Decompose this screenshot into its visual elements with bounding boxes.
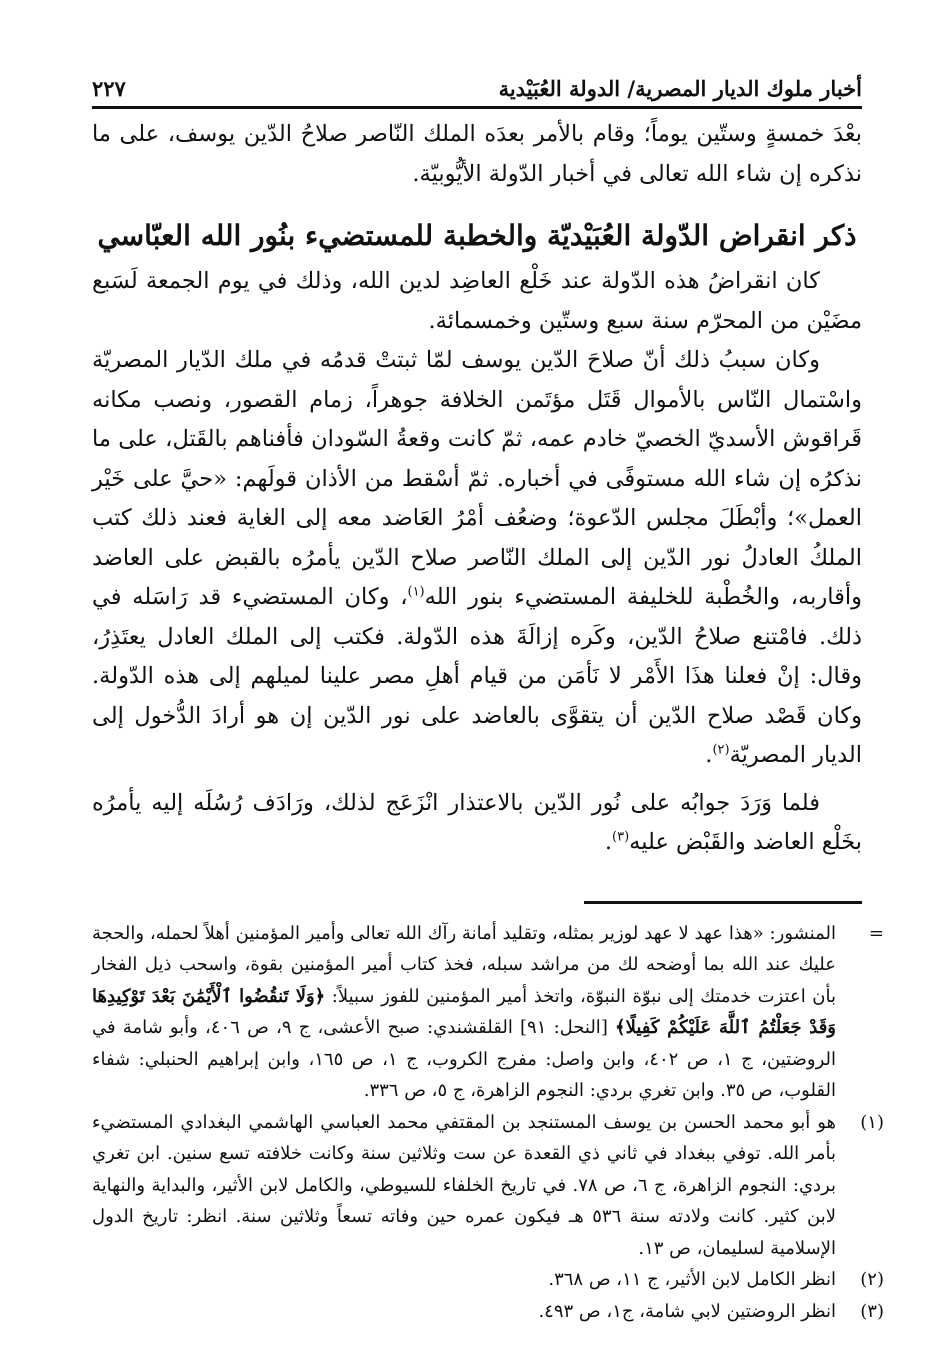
paragraph-text: فلما وَرَدَ جوابُه على نُور الدّين بالاعتذار انْزَعَج لذلك، ورَادَف رُسُلَه إليه يأمرُه بخَلْع العاضد والقَبْض عليه <box>92 789 862 855</box>
continuation-marker: = <box>868 922 884 944</box>
body-paragraph: كان انقراضُ هذه الدّولة عند خَلْع العاضِد لدين الله، وذلك في يوم الجمعة لَسَبع مضَيْن من المحرّم سنة سبع وستّين وخمسمائة. <box>92 268 862 334</box>
footnote-text: انظر الروضتين لابي شامة، ج١، ص ٤٩٣. <box>538 1300 836 1322</box>
paragraph-text: ، وكان المستضيء قد رَاسَله في ذلك. فامْتنع صلاحُ الدّين، وكَره إزالَةَ هذه الدّولة. فكتب إلى الملك العادل يعتَذِرُ، وقال: إنْ فعلنا هذَا الأَمْر لا نَأمَن من قيام أهلِ مصر علينا لميلهم إلى هذه الدّولة. وكان قَصْد صلاح الدّين أن يتقوَّى بالعاضد على نور الدّين إن هو أرادَ الدُّخول إلى الديار المصريّة <box>92 584 862 768</box>
paragraph-text: وكان سببُ ذلك أنّ صلاحَ الدّين يوسف لمّا ثبتتْ قدمُه في ملك الدّيار المصريّة واسْتمال النّاس بالأموال قَتَل مؤتَمن الخلافة جوهراً، زمام القصور، ونصب مكانه قَراقوش الأسديّ الخصيّ خادم عمه، ثمّ كانت وقعةُ السّودان فأفناهم بالقَتل، على ما نذكرُه إن شاء الله مستوفًى في أخباره. ثمّ أسْقط من الأذان قولَهم: «حيَّ على خَيْر العمل»؛ وأبْطَلَ مجلس الدّعوة؛ وضعُف أمْرُ العَاضد معه إلى الغاية فعند ذلك كتب الملكُ العادلُ نور الدّين إلى الملك النّاصر صلاح الدّين يأمرُه بالقبض على العاضد وأقاربه، والخُطْبة للخليفة المستضيء بنور الله <box>92 347 862 610</box>
footnote-text <box>92 918 836 1107</box>
footnote-1 <box>92 1107 884 1265</box>
footnote-continuation <box>92 918 884 1107</box>
book-page <box>92 68 884 1327</box>
running-header <box>92 68 862 109</box>
header-title: أخبار ملوك الديار المصرية/ الدولة العُبَيْدية <box>498 76 862 101</box>
footnote-marker: (٣) <box>860 1300 884 1322</box>
footnote-separator <box>584 901 862 904</box>
footnote-text: هو أبو محمد الحسن بن يوسف المستنجد بن المقتفي محمد العباسي الهاشمي البغدادي المستضيء بأمر الله. توفي ببغداد في ثاني ذي القعدة عن ست وثلاثين سنة وكانت خلافته تسع سنين. ابن تغري بردي: النجوم الزاهرة، ج ٦، ص ٧٨. في تاريخ الخلفاء للسيوطي، والكامل لابن الأثير، والبداية والنهاية لابن كثير. كانت ولادته سنة ٥٣٦ هـ فيكون عمره حين وفاته تسعاً وثلاثين سنة. انظر: تاريخ الدول الإسلامية لسليمان، ص ١٣. <box>92 1111 836 1259</box>
footnote-3 <box>92 1296 884 1328</box>
section-heading: ذكر انقراض الدّولة العُبَيْديّة والخطبة للمستضيء بنُور الله العبّاسي <box>97 219 857 252</box>
footnote-text: انظر الكامل لابن الأثير، ج ١١، ص ٣٦٨. <box>548 1269 836 1290</box>
footnote-separator-wrap <box>92 901 862 904</box>
body-paragraph <box>92 341 862 776</box>
footnote-marker: (١) <box>860 1111 884 1133</box>
body-paragraph <box>92 784 862 863</box>
paragraph-text: . <box>705 742 713 768</box>
footnote-ref-3[interactable]: (٣) <box>612 829 630 845</box>
footnote-text-part: [النحل: ٩١] القلقشندي: صبح الأعشى، ج ٩، ص ٤٠٦، وأبو شامة في الروضتين، ج ١، ص ٤٠٢، وابن واصل: مفرج الكروب، ج ١، ص ١٦٥، وابن إبراهيم الحنبلي: شفاء القلوب، ص ٣٥. وابن تغري بردي: النجوم الزاهرة، ج ٥، ص ٣٣٦. <box>92 1017 836 1101</box>
page-number: ٢٢٧ <box>92 76 126 101</box>
footnote-text-part: المنشور: «هذا عهد لا عهد لوزير بمثله، وتقليد أمانة رآك الله تعالى وأمير المؤمنين أهلاً لحمله، والحجة عليك عند الله بما أوضحه لك من مراشد سبله، فخذ كتاب أمير المؤمنين بقوة، واسحب ذيل الفخار بأن اعتزت خدمتك إلى نبوّة النبوّة، واتخذ أمير المؤمنين للفوز سبيلاً: <box>92 922 836 1007</box>
intro-paragraph: بعْدَ خمسةٍ وستّين يوماً؛ وقام بالأمر بعدَه الملك النّاصر صلاحُ الدّين يوسف، على ما نذكره إن شاء الله تعالى في أخبار الدّولة الأيُّوبيّة. <box>92 121 862 187</box>
quran-verse: ﴿وَلَا تَنقُضُوا ٱلْأَيْمَٰنَ بَعْدَ تَوْكِيدِهَا وَقَدْ جَعَلْتُمُ ٱللَّهَ عَلَيْكُمْ كَفِيلًا﴾ <box>92 985 836 1038</box>
footnote-ref-2[interactable]: (٢) <box>712 742 730 758</box>
footnotes <box>92 918 884 1328</box>
footnote-ref-1[interactable]: (١) <box>407 584 425 600</box>
footnote-2 <box>92 1264 884 1296</box>
footnote-marker: (٢) <box>860 1269 884 1290</box>
paragraph-text: . <box>604 829 613 855</box>
